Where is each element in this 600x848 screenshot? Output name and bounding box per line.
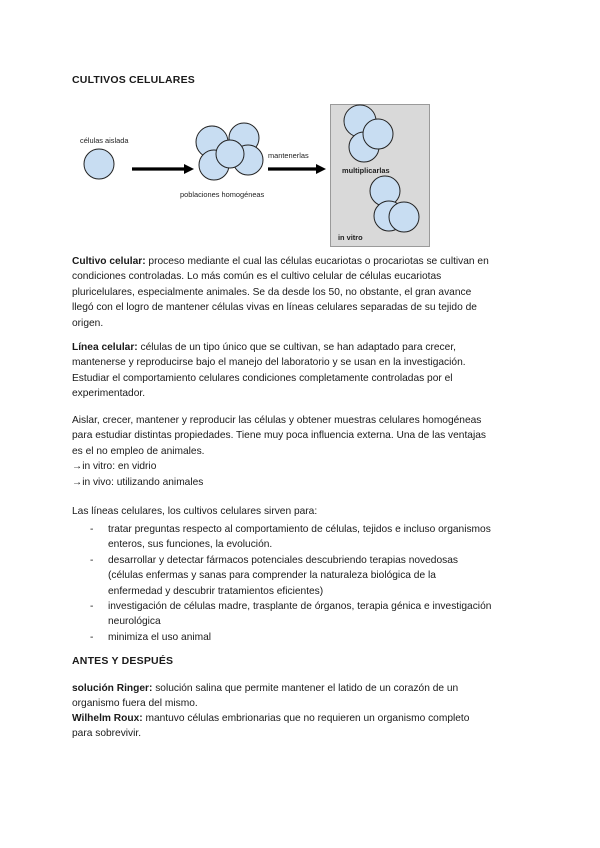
text-line: enfermedad y descubrir tratamientos eficientes) [108, 585, 324, 597]
text-line: enteros, sus funciones, la evolución. [108, 539, 273, 551]
figure-drawing [72, 104, 432, 250]
text-line: Estudiar el comportamiento celulares condiciones completamente controladas por el [72, 372, 453, 384]
text-line: es el no empleo de animales. [72, 445, 205, 457]
arrow-2-head [316, 164, 326, 174]
bullet-dash: - [90, 601, 94, 613]
cell-group1-e [216, 140, 244, 168]
list-item [72, 630, 542, 645]
bullet-dash: - [90, 554, 94, 566]
paragraph-ringer [72, 681, 532, 712]
bullet-dash: - [90, 524, 94, 535]
text-line: mantenerse y reproducirse bajo el manejo del laboratorio y se usan en la investigación. [72, 357, 466, 369]
cell-culture-figure [72, 104, 432, 250]
paragraph-usos-intro: Las líneas celulares, los cultivos celulares sirven para: [72, 506, 318, 517]
text-line: proceso mediante el cual las células eucariotas o procariotas se cultivan en [145, 256, 489, 267]
label-maintain: mantenerlas [268, 151, 309, 160]
cell-group2-c [363, 119, 393, 149]
text-line: llegó con el logro de mantener células vivas en líneas celulares separadas de su tejido de [72, 302, 477, 314]
text-line: desarrollar y detectar fármacos potenciales descubriendo terapias novedosas [108, 554, 458, 566]
text-line: para sobrevivir. [72, 728, 142, 740]
text-line: condiciones controladas. Lo más común es el cultivo celular de células eucariotas [72, 271, 442, 283]
text-line: pluricelulares, especialmente animales. Se da desde los 50, no obstante, el gran avance [72, 286, 472, 298]
label-multiply: multiplicarlas [342, 166, 390, 175]
text-line: experimentador. [72, 388, 146, 400]
label-homogeneous: poblaciones homogéneas [180, 190, 265, 199]
text-line-in-vitro: →in vitro: en vidrio [72, 461, 157, 473]
cell-group3-c [389, 202, 419, 232]
paragraph-roux [72, 711, 532, 742]
list-item [72, 599, 542, 630]
text-line: solución salina que permite mantener el latido de un corazón de un [152, 683, 459, 694]
list-item [72, 553, 542, 599]
term-cultivo-celular: Cultivo celular: [72, 256, 146, 267]
text-line: minimiza el uso animal [108, 631, 212, 643]
section-title-antes-despues: ANTES Y DESPUÉS [72, 655, 174, 667]
text-line: origen. [72, 317, 104, 329]
text-line: mantuvo células embrionarias que no requieren un organismo completo [142, 713, 470, 724]
paragraph-aislar [72, 413, 532, 490]
text-line: tratar preguntas respecto al comportamiento de células, tejidos e incluso organismos [108, 524, 491, 535]
paragraph-cultivo-celular [72, 254, 532, 331]
label-in-vitro: in vitro [338, 233, 363, 242]
arrow-1-head [184, 164, 194, 174]
section-title-cultivos: CULTIVOS CELULARES [72, 74, 195, 86]
label-single-cell: células aislada [80, 136, 129, 145]
text-line: Aislar, crecer, mantener y reproducir las células y obtener muestras celulares homogéneas [72, 415, 482, 426]
usos-list [72, 522, 542, 645]
text-line: neurológica [108, 616, 161, 628]
text-line: (células enfermas y sanas para comprender la naturaleza biológica de la [108, 570, 436, 582]
paragraph-linea-celular [72, 340, 532, 402]
term-ringer: solución Ringer: [72, 683, 153, 694]
text-line: organismo fuera del mismo. [72, 698, 198, 710]
bullet-dash: - [90, 631, 94, 643]
term-linea-celular: Línea celular: [72, 342, 138, 353]
text-line-in-vivo: →in vivo: utilizando animales [72, 476, 204, 488]
cell-isolated [84, 149, 114, 179]
text-line: investigación de células madre, trasplante de órganos, terapia génica e investigación [108, 601, 492, 613]
term-roux: Wilhelm Roux: [72, 713, 143, 724]
text-line: para estudiar distintas propiedades. Tiene muy poca influencia externa. Una de las ventajas [72, 430, 486, 442]
text-line: células de un tipo único que se cultivan, se han adaptado para crecer, [137, 342, 456, 353]
list-item [72, 522, 542, 553]
